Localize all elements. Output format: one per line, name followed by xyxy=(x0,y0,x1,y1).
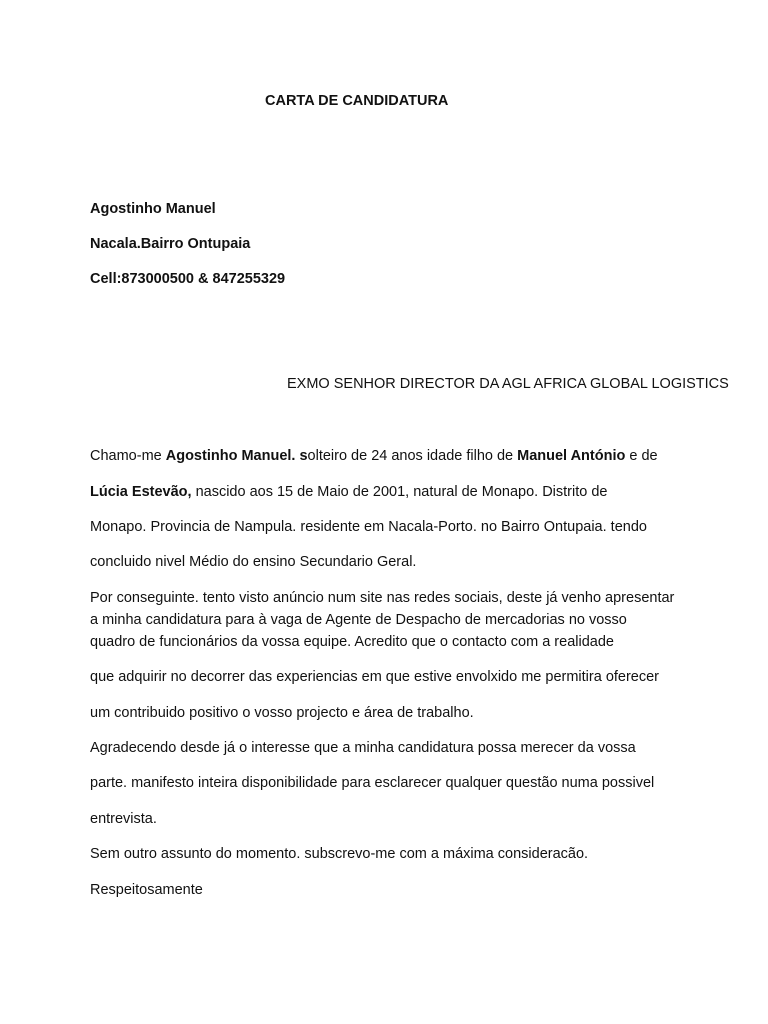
recipient-line: EXMO SENHOR DIRECTOR DA AGL AFRICA GLOBAL LOGISTICS xyxy=(287,376,729,392)
sender-name: Agostinho Manuel xyxy=(90,201,216,217)
intro-line-1 xyxy=(90,446,658,466)
body-line-9: entrevista. xyxy=(90,811,157,827)
applicant-name: Agostinho Manuel. s xyxy=(165,448,308,464)
intro-line-3: Monapo. Provincia de Nampula. residente em Nacala-Porto. no Bairro Ontupaia. tendo xyxy=(90,519,647,535)
sender-address: Nacala.Bairro Ontupaia xyxy=(90,236,251,252)
intro-text: nascido aos 15 de Maio de 2001, natural de Monapo. Distrito de xyxy=(191,484,608,500)
father-name: Manuel António xyxy=(517,448,626,464)
intro-line-4: concluido nivel Médio do ensino Secundario Geral. xyxy=(90,554,417,570)
body-line-8: parte. manifesto inteira disponibilidade para esclarecer qualquer questão numa possivel xyxy=(90,775,655,791)
body-line-6: um contribuido positivo o vosso projecto e área de trabalho. xyxy=(90,705,474,721)
intro-text: e de xyxy=(625,448,658,464)
intro-text: Chamo-me xyxy=(90,448,166,464)
body-line-5: que adquirir no decorrer das experiencias em que estive envolxido me permitira oferecer xyxy=(90,669,660,685)
body-line-10: Sem outro assunto do momento. subscrevo-me com a máxima consideracão. xyxy=(90,846,589,862)
mother-name: Lúcia Estevão, xyxy=(90,484,192,500)
intro-line-2 xyxy=(90,482,607,502)
letter-title: CARTA DE CANDIDATURA xyxy=(265,93,449,109)
body-line-7: Agradecendo desde já o interesse que a minha candidatura possa merecer da vossa xyxy=(90,740,636,756)
sender-phone: Cell:873000500 & 847255329 xyxy=(90,271,286,287)
body-paragraph-1: Por conseguinte. tento visto anúncio num site nas redes sociais, deste já venho apresentar a minha candidatura para à vaga de Agente de Despacho de mercadorias no vosso quadro de funcionários da vossa equipe. Acredito que o contacto com a realidade xyxy=(90,590,675,650)
closing: Respeitosamente xyxy=(90,882,203,898)
intro-text: olteiro de 24 anos idade filho de xyxy=(307,448,518,464)
